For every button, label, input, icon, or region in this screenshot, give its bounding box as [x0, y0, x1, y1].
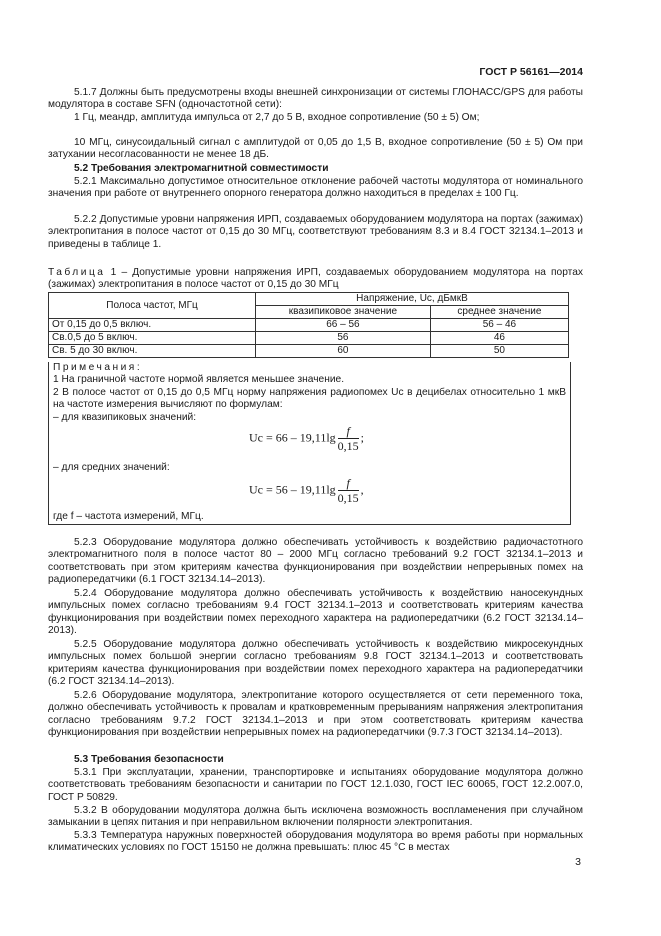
paragraph-text: 5.2.5 Оборудование модулятора должно обеспечивать устойчивость к воздействию микросекундных импульсных помех большой энергии согласно требованиям 9.8 ГОСТ 32134.1–2013 и соответствовать критериям качества функционирования при воздействии помех переходного характера на радиопередатчики (6.2 ГОСТ 32134.14–2013).: [48, 639, 583, 687]
table-row: [49, 332, 569, 345]
section-5-3-heading: [48, 754, 583, 766]
cell-qp: 60: [256, 345, 431, 358]
table-caption: [48, 267, 583, 292]
cell-avg: 46: [430, 332, 568, 345]
paragraph-text: 1 Гц, меандр, амплитуда импульса от 2,7 до 5 В, входное сопротивление (50 ± 5) Ом;: [74, 112, 480, 123]
table-number: 1: [110, 267, 117, 278]
header-voltage: Напряжение, Uc, дБмкВ: [256, 293, 569, 306]
paragraph-5-1-7-b: [48, 137, 583, 162]
paragraph-5-3-2: [48, 805, 583, 830]
notes-title: Примечания:: [53, 362, 143, 373]
average-intro: – для средних значений:: [53, 462, 170, 473]
table-label: Таблица: [48, 267, 106, 278]
paragraph-text: 5.3.1 При эксплуатации, хранении, транспортировке и испытаниях оборудование модулятора должно соответствовать требованиям безопасности и санитарии по ГОСТ 12.1.030, ГОСТ IEC 60065, ГОСТ 12.2.007.0, ГОСТ Р 50829.: [48, 767, 583, 803]
paragraph-5-3-1: [48, 767, 583, 804]
doc-header: ГОСТ Р 56161—2014: [479, 66, 583, 78]
header-band: Полоса частот, МГц: [49, 293, 256, 319]
paragraph-text: 5.2.2 Допустимые уровни напряжения ИРП, создаваемых оборудованием модулятора на портах (зажимах) электропитания в полосе частот от 0,15 до 30 МГц, соответствуют требованиям 8.3 и 8.4 ГОСТ 32134.1–2013 и приведены в таблице 1.: [48, 214, 583, 250]
paragraph-5-1-7: [48, 87, 583, 112]
section-5-2-heading: [48, 163, 583, 175]
table-notes: [48, 362, 571, 525]
table-row: [49, 345, 569, 358]
formula-end: ,: [360, 482, 364, 497]
paragraph-5-3-3: [48, 830, 583, 855]
header-average: среднее значение: [430, 306, 568, 319]
paragraph-5-2-5: [48, 639, 583, 688]
table-1: [48, 292, 569, 358]
cell-qp: 56: [256, 332, 431, 345]
formula-fraction: [338, 424, 359, 453]
formula-fraction: [338, 476, 359, 505]
cell-band: Св. 5 до 30 включ.: [49, 345, 256, 358]
paragraph-text: 5.3.2 В оборудовании модулятора должна быть исключена возможность воспламенения при случайном замыкании в цепях питания и при неправильном включении полярности электропитания.: [48, 805, 583, 829]
heading-text: 5.3 Требования безопасности: [74, 754, 224, 765]
paragraph-5-2-4: [48, 588, 583, 637]
paragraph-5-2-6: [48, 690, 583, 739]
paragraph-text: 5.1.7 Должны быть предусмотрены входы внешней синхронизации от системы ГЛОНАСС/GPS для работы модулятора в составе SFN (одночастотной сети):: [48, 87, 583, 111]
fraction-denominator: 0,15: [337, 491, 359, 505]
where-note: где f – частота измерений, МГц.: [53, 511, 204, 522]
note-1: 1 На граничной частоте нормой является меньшее значение.: [53, 374, 345, 386]
heading-text: 5.2 Требования электромагнитной совместимости: [74, 163, 329, 174]
cell-band: От 0,15 до 0,5 включ.: [49, 319, 256, 332]
fraction-denominator: 0,15: [337, 439, 359, 453]
paragraph-5-2-1: [48, 176, 583, 201]
fraction-numerator: f: [338, 476, 359, 491]
paragraph-5-2-3: [48, 537, 583, 586]
quasi-peak-intro: – для квазипиковых значений:: [53, 411, 197, 423]
formula-lhs: Uc = 56 – 19,11lg: [249, 482, 336, 497]
paragraph-text: 5.3.3 Температура наружных поверхностей оборудования модулятора во время работы при нормальных климатических условиях по ГОСТ 15150 не должна превышать: плюс 45 °С в местах: [48, 830, 583, 854]
fraction-numerator: f: [338, 424, 359, 439]
paragraph-text: 10 МГц, синусоидальный сигнал с амплитудой от 0,05 до 1,5 В, входное сопротивление (50 ± 5) Ом при затухании несогласованности не менее 18 дБ.: [48, 137, 583, 161]
cell-band: Св.0,5 до 5 включ.: [49, 332, 256, 345]
formula-lhs: Uc = 66 – 19,11lg: [249, 430, 336, 445]
paragraph-text: 5.2.1 Максимально допустимое относительное отклонение рабочей частоты модулятора от номинального значения при работе от внутреннего опорного генератора должно находиться в пределах ± 100 Гц.: [48, 176, 583, 200]
paragraph-5-2-2: [48, 214, 583, 251]
page-number: 3: [575, 856, 581, 868]
paragraph-5-1-7-a: [48, 112, 583, 124]
cell-avg: 56 – 46: [430, 319, 568, 332]
cell-qp: 66 – 56: [256, 319, 431, 332]
cell-avg: 50: [430, 345, 568, 358]
paragraph-text: 5.2.4 Оборудование модулятора должно обеспечивать устойчивость к воздействию наносекундных импульсных помех согласно требованиям 9.4 ГОСТ 32134.1–2013 и соответствовать критериям качества функционирования при воздействии помех переходного характера на радиопередатчики (6.2 ГОСТ 32134.14–2013).: [48, 588, 583, 636]
paragraph-text: 5.2.6 Оборудование модулятора, электропитание которого осуществляется от сети переменного тока, должно обеспечивать устойчивость к провалам и кратковременным прерываниям напряжения электропитания согласно требованиям 9.7.2 ГОСТ 32134.1–2013 и при этом соответствовать критериям качества функционирования при воздействии непрерывных помех на радиопередатчики (9.7.3 ГОСТ 32134.14–2013).: [48, 690, 583, 738]
formula-end: ;: [360, 430, 364, 445]
note-2: 2 В полосе частот от 0,15 до 0,5 МГц норму напряжения радиопомех Uc в децибелах относительно 1 мкВ на частоте измерения вычисляют по формулам:: [53, 386, 566, 411]
formula-average: [249, 476, 364, 505]
formula-quasi-peak: [249, 424, 364, 453]
header-quasi-peak: квазипиковое значение: [256, 306, 431, 319]
table-row: [49, 319, 569, 332]
paragraph-text: 5.2.3 Оборудование модулятора должно обеспечивать устойчивость к воздействию радиочастотного электромагнитного поля в полосе частот 80 – 2000 МГц согласно требований 9.2 ГОСТ 32134.1–2013 и соответствовать при этом критериям качества функционирования при воздействии непрерывных помех на радиопередатчики (6.1 ГОСТ 32134.14–2013).: [48, 537, 583, 585]
table-caption-text: – Допустимые уровни напряжения ИРП, создаваемых оборудованием модулятора на портах (зажимах) электропитания в полосе частот от 0,15 до 30 МГц: [48, 267, 583, 291]
